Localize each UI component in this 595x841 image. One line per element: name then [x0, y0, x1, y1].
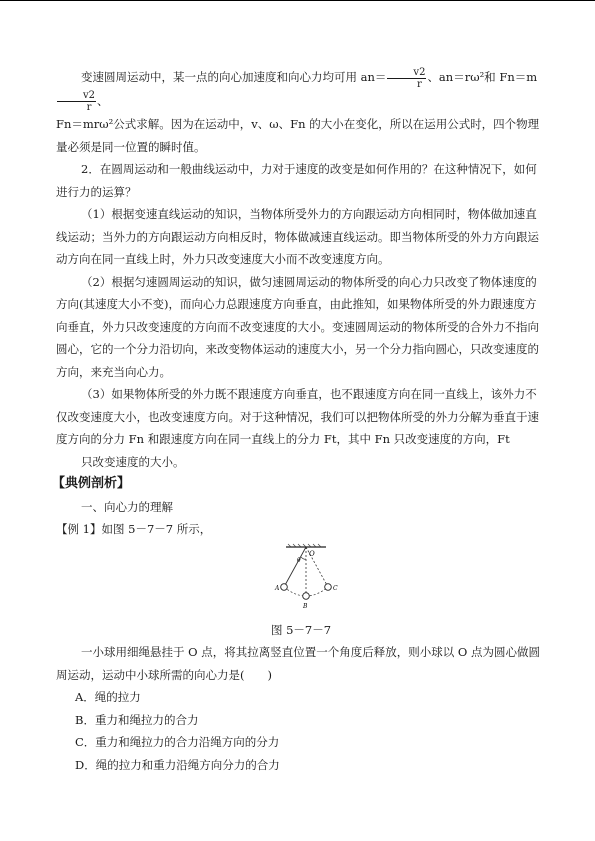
paragraph-point-1: （1）根据变速直线运动的知识，当物体所受外力的方向跟运动方向相同时，物体做加速直线运动；当外力的方向跟运动方向相反时，物体做减速直线运动。即当物体所受的外力方向跟运动方向在同一直线上时，外力只改变速度大小而不改变速度方向。: [56, 207, 539, 266]
label-c: C: [333, 584, 338, 592]
paragraph-question-2: 2．在圆周运动和一般曲线运动中，力对于速度的改变是如何作用的？在这种情况下，如何进行力的运算？: [56, 162, 537, 199]
paragraph-point-3-end: 只改变速度的大小。: [81, 454, 185, 469]
option-a: A．绳的拉力: [75, 690, 141, 704]
example-intro: 【例 1】如图 5－7－7 所示，: [56, 522, 212, 536]
pendulum-diagram: [274, 543, 354, 619]
question-text: 一小球用细绳悬挂于 O 点，将其拉离竖直位置一个角度后释放，则小球以 O 点为圆心做圆周运动，运动中小球所需的向心力是( ): [56, 645, 540, 682]
figure-caption: 图 5－7－7: [270, 622, 332, 637]
fraction-v2-over-r-2: $\frac{v2}{r}$: [57, 90, 96, 113]
option-c: C．重力和绳拉力的合力沿绳方向的分力: [75, 735, 280, 749]
label-a: A: [275, 584, 280, 592]
pendulum-figure: [56, 541, 546, 619]
label-o: O: [309, 549, 315, 558]
label-b: B: [303, 602, 308, 610]
section-heading-examples: 【典例剖析】: [52, 476, 131, 491]
label-theta: θ: [297, 556, 301, 564]
ball-a: [281, 583, 288, 590]
paragraph-point-3: （3）如果物体所受的外力既不跟速度方向垂直，也不跟速度方向在同一直线上，该外力不仅改变速度大小，也改变速度方向。对于这种情况，我们可以把物体所受的外力分解为垂直于速度方向的分力 Fn 和跟速度方向在同一直线上的分力 Ft，其中 Fn 只改变速度的方向，Ft: [56, 387, 539, 446]
option-d: D．绳的拉力和重力沿绳方向分力的合力: [75, 757, 280, 772]
p1-text-c: 、: [97, 93, 109, 108]
subsection-title: 一、向心力的理解: [81, 499, 173, 514]
paragraph-variable-circular-motion: [56, 66, 546, 158]
top-border-line: [0, 0, 595, 1]
p1-text-a: 变速圆周运动中，某一点的向心加速度和向心力均可用 an＝: [81, 70, 387, 84]
p1-text-b: 、an＝rω²和 Fn＝m: [427, 70, 538, 84]
ball-c: [325, 583, 332, 590]
ball-b: [303, 592, 310, 599]
fraction-v2-over-r: $\frac{v2}{r}$: [387, 67, 426, 90]
option-b: B．重力和绳拉力的合力: [75, 712, 199, 727]
document-page: [52, 66, 546, 776]
p1-text-d: Fn＝mrω²公式求解。因为在运动中，v、ω、Fn 的大小在变化，所以在运用公式时，四个物理量必须是同一位置的瞬时值。: [56, 117, 540, 154]
paragraph-point-2: （2）根据匀速圆周运动的知识，做匀速圆周运动的物体所受的向心力只改变了物体速度的方向(其速度大小不变)，而向心力总跟速度方向垂直，由此推知，如果物体所受的外力跟速度方向垂直，外力只改变速度的方向而不改变速度的大小。变速圆周运动的物体所受的合外力不指向圆心，它的一个分力沿切向，来改变物体运动的速度大小，另一个分力指向圆心，只改变速度的方向，来充当向心力。: [56, 274, 539, 379]
